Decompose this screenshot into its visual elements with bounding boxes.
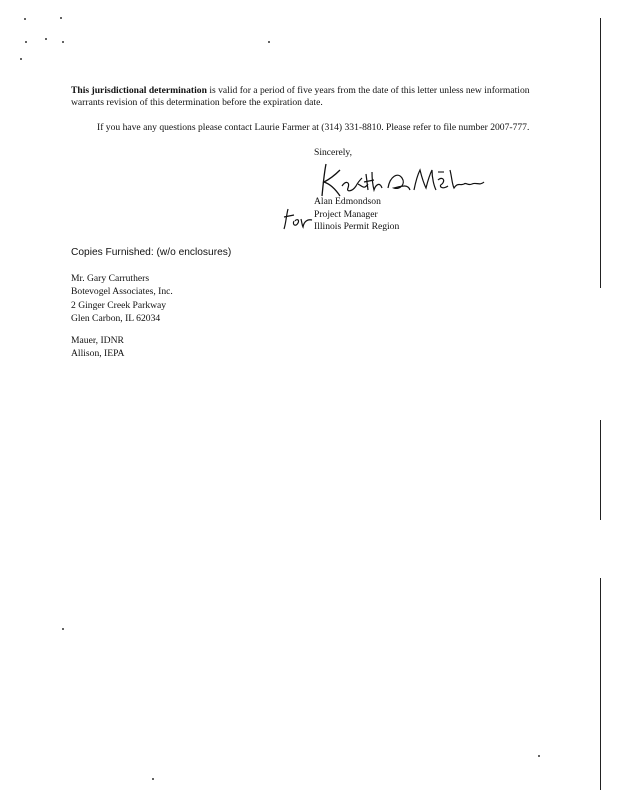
cc-list <box>71 334 125 361</box>
validity-paragraph <box>71 85 541 109</box>
scan-speck <box>268 41 270 43</box>
closing-salutation: Sincerely, <box>314 147 353 158</box>
scan-speck <box>20 58 22 60</box>
signer-region: Illinois Permit Region <box>314 221 400 232</box>
scan-edge-line <box>600 578 601 790</box>
signer-title: Project Manager <box>314 208 378 220</box>
validity-text: is valid for a period of five years from the date of this letter unless new information warrants revision of this determination before the expiration date. <box>71 85 530 108</box>
recipient-address <box>71 272 173 326</box>
scan-speck <box>62 628 64 630</box>
scan-speck <box>25 41 27 43</box>
scan-speck <box>152 778 154 780</box>
recipient-name: Mr. Gary Carruthers <box>71 273 150 284</box>
scan-edge-line <box>600 420 601 520</box>
recipient-city: Glen Carbon, IL 62034 <box>71 313 161 325</box>
questions-text: If you have any questions please contact Laurie Farmer at (314) 331-8810. Please refer to file number 2007-777. <box>97 122 530 133</box>
cc-item: Allison, IEPA <box>71 348 125 360</box>
handwritten-signature <box>318 160 488 200</box>
scan-speck <box>538 755 540 757</box>
recipient-company: Botevogel Associates, Inc. <box>71 286 173 298</box>
scan-edge-line <box>600 18 601 288</box>
recipient-street: 2 Ginger Creek Parkway <box>71 299 167 311</box>
signer-name: Alan Edmondson <box>314 196 381 207</box>
scan-speck <box>60 17 62 19</box>
signature-block <box>314 196 399 234</box>
questions-paragraph <box>71 122 541 134</box>
cc-item: Mauer, IDNR <box>71 335 124 346</box>
validity-emphasis: This jurisdictional determination <box>71 85 207 96</box>
scan-speck <box>45 38 47 40</box>
handwritten-for-mark <box>282 205 314 231</box>
scan-speck <box>24 18 26 20</box>
scan-speck <box>62 41 64 43</box>
copies-furnished-heading: Copies Furnished: (w/o enclosures) <box>71 247 232 258</box>
